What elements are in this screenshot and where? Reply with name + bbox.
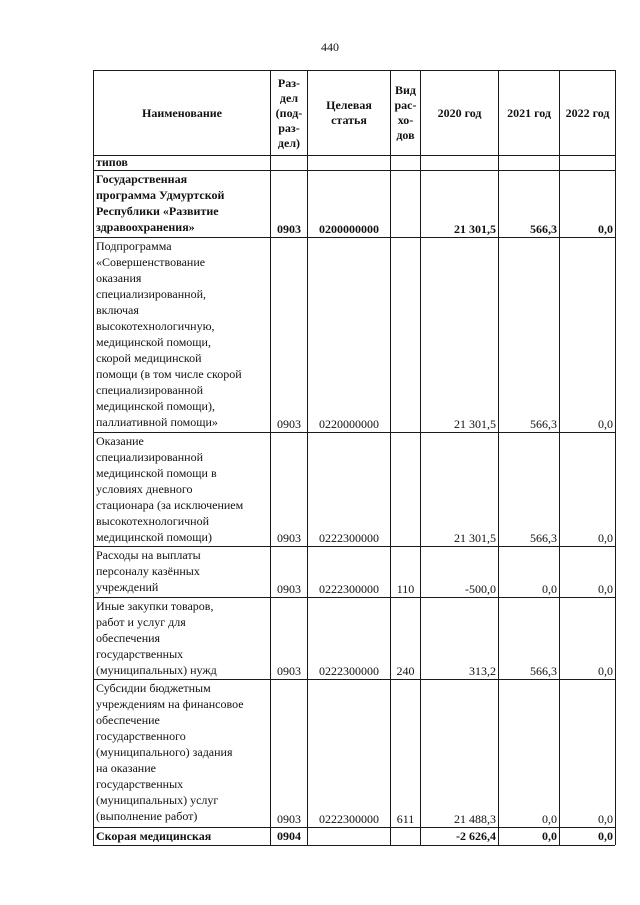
row-section: 0903 — [277, 417, 301, 431]
row-name: Подпрограмма «Совершенствование оказания специализированной, включая высокотехнологичную, медицинской помощи, скорой медицинской помощи (в том числе скорой специализированной медицинской помощи), паллиативной помощи» — [96, 239, 242, 429]
row-name: Оказание специализированной медицинской помощи в условиях дневного стационара (за исключением высокотехнологичной медицинской помощи) — [96, 434, 244, 544]
header-kind: Вид рас- хо- дов — [394, 83, 417, 142]
page-number: 440 — [321, 40, 339, 54]
row-2021: 566,3 — [530, 664, 557, 678]
row-section: 0903 — [277, 582, 301, 596]
header-target: Целевая статья — [326, 98, 372, 127]
row-2022: 0,0 — [598, 664, 613, 678]
row-target: 0222300000 — [319, 531, 379, 545]
row-section: 0903 — [277, 664, 301, 678]
row-kind — [391, 238, 420, 432]
row-section: 0903 — [277, 531, 301, 545]
row-2022: 0,0 — [598, 531, 613, 545]
row-kind: 611 — [396, 812, 415, 826]
row-kind — [391, 828, 420, 845]
row-2020: 21 301,5 — [454, 417, 496, 431]
header-2020: 2020 год — [437, 105, 482, 120]
row-kind: 110 — [396, 582, 415, 596]
row-2020: 313,2 — [469, 664, 496, 678]
row-2021: 566,3 — [530, 417, 557, 431]
row-section: 0903 — [277, 812, 301, 826]
row-target: 0220000000 — [319, 417, 379, 431]
row-2020: -500,0 — [465, 582, 496, 596]
row-2022: 0,0 — [598, 829, 613, 843]
row-name: Скорая медицинская — [96, 829, 212, 843]
row-2021: 0,0 — [542, 582, 557, 596]
row-name: Иные закупки товаров, работ и услуг для обеспечения государственных (муниципальных) нужд — [96, 599, 217, 677]
row-kind: 240 — [396, 664, 415, 678]
header-2021: 2021 год — [507, 105, 551, 120]
row-kind — [391, 171, 420, 237]
row-target: 0222300000 — [319, 812, 379, 826]
row-2020: -2 626,4 — [456, 829, 496, 843]
row-2020: 21 301,5 — [454, 222, 496, 236]
row-2020: 21 301,5 — [454, 531, 496, 545]
row-name: Субсидии бюджетным учреждениям на финансовое обеспечение государственного (муниципального) задания на оказание государственных (муниципальных) услуг (выполнение работ) — [96, 681, 244, 823]
row-2022: 0,0 — [598, 222, 613, 236]
row-target — [308, 828, 390, 845]
row-2021: 0,0 — [542, 829, 557, 843]
row-name: Государственная программа Удмуртской Республики «Развитие здравоохранения» — [96, 172, 225, 234]
row-2021: 566,3 — [530, 531, 557, 545]
row-name: типов — [96, 155, 128, 169]
header-2022: 2022 год — [565, 105, 610, 120]
row-target: 0222300000 — [319, 664, 379, 678]
row-2021: 0,0 — [542, 812, 557, 826]
header-section: Раз- дел (под- раз- дел) — [275, 75, 303, 150]
row-2021: 566,3 — [530, 222, 557, 236]
row-2022: 0,0 — [598, 417, 613, 431]
row-kind — [391, 433, 420, 546]
header-name: Наименование — [142, 105, 222, 120]
row-2020: 21 488,3 — [454, 812, 496, 826]
row-section: 0904 — [277, 829, 301, 843]
row-2022: 0,0 — [598, 582, 613, 596]
row-section: 0903 — [277, 222, 301, 236]
row-target: 0222300000 — [319, 582, 379, 596]
row-2022: 0,0 — [598, 812, 613, 826]
row-target: 0200000000 — [319, 222, 379, 236]
row-name: Расходы на выплаты персоналу казённых учреждений — [96, 548, 201, 594]
